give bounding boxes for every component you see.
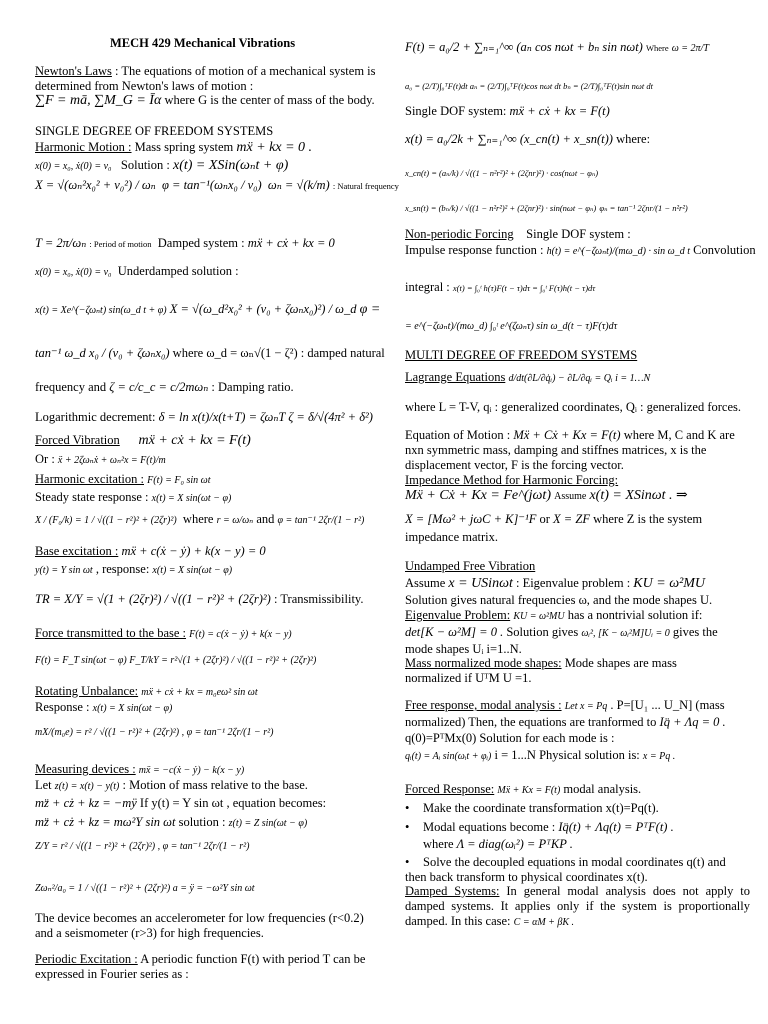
base-excitation-line [35, 544, 266, 559]
underdamped-solution-line [35, 302, 380, 318]
or-equation: ẍ + 2ζωₙẋ + ωₙ²x = F(t)/m [57, 455, 166, 466]
natural-frequency-equation: ωₙ = √(k/m) [267, 178, 330, 192]
eom-label: Equation of Motion : [405, 428, 511, 442]
base-excitation-equation: mẍ + c(ẋ − ẏ) + k(x − y) = 0 [121, 544, 266, 558]
lambda-line [423, 837, 573, 852]
or-label: Or : [35, 452, 55, 466]
ru-ratio-equation: mX/(m₀e) = r² / √((1 − r²)² + (2ζr)²) , φ = tan⁻¹ 2ζr/(1 − r²) [35, 727, 274, 738]
non-periodic-line [405, 227, 631, 242]
bullet-3-text: Solve the decoupled equations in modal coordinates q(t) and then back transform to physical coordinates x(t). [405, 855, 726, 884]
impedance-heading-text: Impedance Method for Harmonic Forcing: [405, 473, 619, 487]
mode-equation: ωᵢ², [K − ωᵢ²M]Uᵢ = 0 [581, 628, 670, 639]
determinant-line [405, 625, 718, 641]
mass-normalized-heading: Mass normalized mode shapes: [405, 656, 562, 670]
xsn-equation: x_sn(t) = (bₙ/k) / √((1 − n²r²)² + (2ζnr)²) · sin(nωt − φₙ) [405, 203, 597, 213]
bullet-1-text: Make the coordinate transformation x(t)=Pq(t). [423, 801, 659, 815]
z-ratio-equation: Z/Y = r² / √((1 − r²)² + (2ζr)²) , φ = tan⁻¹ 2ζr/(1 − r²) [35, 841, 250, 852]
eigenvalue-problem-heading: Eigenvalue Problem: [405, 608, 511, 622]
qi-text: i = 1...N Physical solution is: [494, 748, 640, 762]
mdof-heading-text: MULTI DEGREE OF FREEDOM SYSTEMS [405, 348, 638, 362]
ru-response-label: Response : [35, 700, 90, 714]
xcn-equation: x_cn(t) = (aₙ/k) / √((1 − n²r²)² + (2ζnr)²) · cos(nωt − φₙ) [405, 168, 599, 178]
tan-line [35, 346, 385, 361]
bullet-mark: • [405, 801, 410, 815]
forced-response-heading: Forced Response: [405, 782, 495, 796]
solution-label: Solution : [120, 158, 170, 172]
damping-ratio-label: : Damping ratio. [211, 380, 294, 394]
force-ratio-line [35, 652, 316, 668]
relative-motion-text: : Motion of mass relative to the base. [122, 778, 308, 792]
impedance-solution-equation: X = [Mω² + jωC + K]⁻¹F [405, 512, 537, 526]
determinant-equation: det[K − ω²M] = 0 . [405, 625, 504, 639]
convolution-integral-line [405, 280, 595, 296]
ru-response-equation: x(t) = X sin(ωt − φ) [92, 703, 173, 714]
fourier-series-equation: F(t) = a₀/2 + ∑ₙ₌₁^∞ (aₙ cos nωt + bₙ sin nωt) [405, 40, 643, 54]
convolution-integral-equation: x(t) = ∫₀ᵗ h(τ)F(t − τ)dτ = ∫₀ᵗ F(τ)h(t − τ)dτ [452, 283, 596, 293]
sdof-heading: SINGLE DEGREE OF FREEDOM SYSTEMS [35, 124, 274, 138]
eigenvalue-problem-label: : Eigenvalue problem : [515, 576, 631, 590]
mass-normalized-line [405, 656, 677, 671]
non-periodic-sdof-label: Single DOF system : [526, 227, 631, 241]
impedance-solution-line [405, 512, 702, 527]
solution-gives-text: Solution gives natural frequencies ω, and the mode shapes U. [405, 593, 713, 607]
harmonic-motion-equation: mẍ + kx = 0 . [236, 140, 313, 155]
base-response-equation: x(t) = X sin(ωt − φ) [152, 565, 233, 576]
document-title: MECH 429 Mechanical Vibrations [110, 36, 296, 50]
mdof-heading [405, 348, 637, 363]
let-label: Let [35, 778, 52, 792]
rotating-unbalance-line [35, 684, 258, 700]
equation-of-motion-text [405, 428, 750, 473]
initial-conditions-line [35, 158, 288, 174]
x-zf-equation: X = ZF [553, 512, 590, 526]
where-label: where [182, 512, 214, 526]
eigen-assume-equation: x = USinωt [448, 576, 513, 591]
amplitude-line [35, 178, 399, 194]
normalized-condition-text: normalized if UᵀM U =1. [405, 671, 532, 685]
integral-label: integral : [405, 280, 450, 294]
non-periodic-forcing-heading: Non-periodic Forcing [405, 227, 514, 241]
newton-equations [35, 93, 380, 108]
relative-solution-equation: z(t) = Z sin(ωt − φ) [228, 818, 308, 829]
newtons-laws-description: : The equations of motion of a mechanical system is determined from Newton's laws of motion : [35, 64, 376, 93]
period-equation: T = 2π/ωₙ [35, 236, 87, 250]
periodic-response-equation: x(t) = a₀/2k + ∑ₙ₌₁^∞ (x_cn(t) + x_sn(t)) [405, 132, 613, 146]
tan-equation: tan⁻¹ ω_d x₀ / (v₀ + ζωₙx₀) [35, 346, 170, 360]
newton-equation-note: where G is the center of mass of the body. [164, 93, 375, 107]
base-excitation-heading: Base excitation : [35, 544, 119, 558]
forced-response-equation: Mẍ + Kx = F(t) [497, 785, 561, 796]
natural-frequency-note: : Natural frequency [332, 181, 399, 191]
free-response-equation: Let x = Pq [564, 701, 608, 712]
period-line [35, 236, 335, 252]
impedance-equation: Mẍ + Cẋ + Kx = Fe^(jωt) [405, 488, 551, 503]
damped-natural-frequency-text: where ω_d = ωₙ√(1 − ζ²) : damped natural [172, 346, 385, 360]
impulse-response-line [405, 243, 756, 259]
duhamel-line [405, 318, 617, 334]
xcn-line [405, 165, 598, 181]
lagrange-definition: where L = T-V, qᵢ : generalized coordinates, Qᵢ : generalized forces. [405, 400, 742, 414]
modal-equation: Iq̈ + Λq = 0 . [659, 715, 726, 729]
where-label-3: where [423, 837, 454, 851]
steady-state-label: Steady state response : [35, 490, 149, 504]
convolution-label: Convolution [693, 243, 756, 257]
damped-systems-text [405, 884, 750, 930]
forced-vibration-equation: mẍ + cẋ + kx = F(t) [138, 433, 251, 448]
eom-description: where M, C and K are nxn symmetric mass, damping and stiffnes matrices, x is the displacement vector, F is the forcing vector. [405, 428, 735, 472]
accelerometer-equation: Zωₙ²/a₀ = 1 / √((1 − r²)² + (2ζr)²) a = ÿ = −ω²Y sin ωt [35, 883, 255, 894]
eigenvalue-line [405, 576, 705, 591]
harmonic-excitation-heading: Harmonic excitation : [35, 472, 144, 486]
steady-state-equation: x(t) = X sin(ωt − φ) [151, 493, 232, 504]
underdamped-line [35, 264, 239, 280]
gives-the-text: gives the [672, 625, 718, 639]
underdamped-phi: φ = [359, 302, 381, 317]
eom-equation: Mẍ + Cẋ + Kx = F(t) [513, 428, 621, 442]
lambda-equation: Λ = diag(ωᵢ²) = PᵀKP . [456, 837, 573, 851]
period-note: : Period of motion [89, 239, 152, 249]
bullet-mark: • [405, 855, 410, 869]
where-label-2: where: [616, 132, 651, 146]
z-ratio-line [35, 838, 249, 854]
periodic-excitation-description: A periodic function F(t) with period T can be expressed in Fourier series as : [35, 952, 366, 981]
relative-eom: mz̈ + cż + kz = −mÿ [35, 796, 137, 810]
free-response-heading: Free response, modal analysis : [405, 698, 562, 712]
rotating-unbalance-heading: Rotating Unbalance: [35, 684, 139, 698]
damped-systems-heading: Damped Systems: [405, 884, 500, 898]
relative-motion-equation: z(t) = x(t) − y(t) [54, 781, 120, 792]
amplitude-ratio-line [35, 512, 364, 528]
amplitude-equation: X = √(ωₙ²x₀² + v₀²) / ωₙ [35, 178, 156, 192]
measuring-devices-equation: mẍ = −c(ẋ − ẏ) − k(x − y) [138, 765, 245, 776]
phin-equation: φₙ = tan⁻¹ 2ζnr/(1 − n²r²) [599, 203, 688, 213]
transmissibility-line [35, 592, 363, 607]
forced-response-text: modal analysis. [563, 782, 642, 796]
relative-motion-line [35, 778, 308, 794]
impedance-eq-line [405, 488, 688, 504]
relative-eom-2: mz̈ + cż + kz = mω²Y sin ωt [35, 815, 176, 829]
harmonic-motion-line [35, 140, 312, 155]
impedance-matrix-text: impedance matrix. [405, 530, 499, 544]
frequency-and-text: frequency and [35, 380, 107, 394]
eigenvalue-problem-text: has a nontrivial solution if: [567, 608, 703, 622]
modal-forced-equation: Iq̈(t) + Λq(t) = PᵀF(t) . [558, 820, 674, 834]
base-input-equation: y(t) = Y sin ωt [35, 565, 93, 576]
phase-equation: φ = tan⁻¹(ωₙx₀ / v₀) [161, 178, 262, 192]
fourier-coefficients: a₀ = (2/T)∫₀ᵀF(t)dt aₙ = (2/T)∫₀ᵀF(t)cos nωt dt bₙ = (2/T)∫₀ᵀF(t)sin nωt dt [405, 81, 653, 91]
rotating-unbalance-equation: mẍ + cẋ + kx = m₀eω² sin ωt [141, 687, 258, 698]
underdamped-x-equation: x(t) = Xe^(−ζωₙt) sin(ω_d t + φ) [35, 305, 167, 316]
proportional-damping-equation: C = αM + βK . [513, 917, 575, 928]
forced-vibration-line [35, 433, 251, 448]
equation-becomes-text: If y(t) = Y sin ωt , equation becomes: [139, 796, 327, 810]
impedance-where-text: where Z is the system [593, 512, 703, 526]
bullet-3 [405, 855, 750, 885]
free-response-text-2: normalized) Then, the equations are tranformed to [405, 715, 657, 729]
damped-system-equation: mẍ + cẋ + kx = 0 [247, 236, 335, 250]
ru-ratio-line [35, 724, 273, 740]
lagrange-equation: d/dt(∂L/∂q̇ᵢ) − ∂L/∂qᵢ = Qᵢ i = 1…N [508, 373, 651, 384]
qi-line [405, 748, 675, 764]
undamped-free-heading [405, 559, 535, 574]
steady-state-line [35, 490, 231, 506]
newton-equation: ∑F = mā, ∑M_G = Īα [35, 93, 162, 108]
impedance-assume-equation: x(t) = XSinωt . ⇒ [589, 488, 688, 503]
equation-becomes-line [35, 796, 326, 811]
force-transmitted-equation: F(t) = c(ẋ − ẏ) + k(x − y) [189, 629, 292, 640]
response-label: , response: [95, 562, 150, 576]
solution-z-line [35, 815, 307, 831]
newtons-laws-heading: Newton's Laws [35, 64, 112, 78]
underdamped-amplitude-equation: X = √(ω_d²x₀² + (v₀ + ζωₙx₀)²) / ω_d [169, 302, 357, 316]
log-decrement-line [35, 410, 373, 425]
eigenvalue-problem-line [405, 608, 702, 624]
harmonic-excitation-line [35, 472, 211, 488]
omega-equation: ω = 2π/T [671, 43, 709, 54]
ru-response-line [35, 700, 172, 716]
solution-gives-2: Solution gives [506, 625, 579, 639]
mass-normalized-text: Mode shapes are mass [564, 656, 677, 670]
assume-label: Assume [554, 491, 587, 502]
impulse-response-equation: h(t) = e^(−ζωₙt)/(mω_d) · sin ω_d t [546, 246, 690, 257]
eigenvalue-problem-equation: KU = ω²MU [513, 611, 565, 622]
newtons-laws-text [35, 64, 380, 94]
free-response-text: . P=[U₁ ... U_N] (mass [610, 698, 725, 712]
initial-conditions: x(0) = x₀, ẋ(0) = v₀ [35, 161, 112, 172]
force-transmitted-heading: Force transmitted to the base : [35, 626, 187, 640]
fourier-series-line [405, 40, 709, 56]
solution-label-2: solution : [178, 815, 226, 829]
qi-equation: qᵢ(t) = Aᵢ sin(ωᵢt + φᵢ) [405, 751, 492, 762]
lagrange-line [405, 370, 650, 386]
force-ratio-equation: F(t) = F_T sin(ωt − φ) F_T/kY = r²√(1 + (2ζr)²) / √((1 − r²)² + (2ζr)²) [35, 655, 317, 666]
base-response-line [35, 562, 232, 578]
single-dof-label: Single DOF system: [405, 104, 507, 118]
initial-conditions-2: x(0) = x₀, ẋ(0) = v₀ [35, 267, 112, 278]
bullet-mark: • [405, 820, 410, 834]
device-note: The device becomes an accelerometer for low frequencies (r<0.2) and a seismometer (r>3) for high frequencies. [35, 911, 364, 940]
fourier-coefficients-line [405, 78, 653, 94]
bullet-2-text: Modal equations become : [423, 820, 556, 834]
measuring-devices-heading: Measuring devices : [35, 762, 136, 776]
measuring-devices-line [35, 762, 244, 778]
amplitude-ratio-equation: X / (F₀/k) = 1 / √((1 − r²)² + (2ζr)²) [35, 515, 177, 526]
harmonic-excitation-equation: F(t) = F₀ sin ωt [147, 475, 211, 486]
xsn-line [405, 200, 688, 216]
or-line [35, 452, 166, 468]
modal-equation-line [405, 715, 726, 730]
mode-shapes-text: mode shapes Uᵢ i=1..N. [405, 642, 522, 656]
bullet-2 [405, 820, 674, 835]
undamped-free-vibration-heading: Undamped Free Vibration [405, 559, 536, 573]
underdamped-label: Underdamped solution : [117, 264, 239, 278]
phase-angle-equation: φ = tan⁻¹ 2ζr/(1 − r²) [277, 515, 365, 526]
log-decrement-label: Logarithmic decrement: [35, 410, 156, 424]
zeta-equation: ζ = c/c_c = c/2mωₙ [109, 380, 209, 394]
q0-line: q(0)=PᵀMx(0) Solution for each mode is : [405, 731, 615, 745]
single-dof-equation: mẍ + cẋ + kx = F(t) [509, 104, 610, 118]
and-label: and [256, 512, 275, 526]
harmonic-motion-heading: Harmonic Motion : [35, 140, 132, 154]
impedance-heading [405, 473, 618, 488]
lagrange-heading: Lagrange Equations [405, 370, 506, 384]
periodic-response-line [405, 132, 650, 147]
assume-label-2: Assume [405, 576, 446, 590]
duhamel-integral-equation: = e^(−ζωₙt)/(mω_d) ∫₀ᵗ e^(ζωₙτ) sin ω_d(t − τ)F(τ)dτ [405, 321, 618, 332]
single-dof-line [405, 104, 610, 119]
transmissibility-equation: TR = X/Y = √(1 + (2ζr)²) / √((1 − r²)² + (2ζr)²) [35, 592, 271, 606]
accel-ratio-line [35, 880, 255, 896]
bullet-1 [405, 801, 659, 816]
impulse-response-label: Impulse response function : [405, 243, 544, 257]
where-label-right: Where [645, 43, 669, 53]
physical-solution-equation: x = Pq . [642, 751, 676, 762]
solution-equation: x(t) = XSin(ωₙt + φ) [173, 158, 289, 173]
periodic-excitation-heading: Periodic Excitation : [35, 952, 138, 966]
harmonic-motion-text: Mass spring system [134, 140, 234, 154]
periodic-excitation-text [35, 952, 380, 982]
transmissibility-label: : Transmissibility. [273, 592, 364, 606]
or-label-right: or [539, 512, 550, 526]
forced-response-line [405, 782, 641, 798]
log-decrement-equation: δ = ln x(t)/x(t+T) = ζωₙT ζ = δ/√(4π² + δ²) [158, 410, 373, 424]
frequency-line [35, 380, 294, 395]
damped-systems-description: In general modal analysis does not apply to damped systems. It applies only if the system is proportionally damped. In this case: [405, 884, 750, 928]
damped-system-label: Damped system : [157, 236, 245, 250]
frequency-ratio-equation: r = ω/ωₙ [216, 515, 254, 526]
eigenvalue-equation: KU = ω²MU [633, 576, 706, 591]
free-response-line [405, 698, 725, 714]
force-transmitted-line [35, 626, 292, 642]
forced-vibration-heading: Forced Vibration [35, 433, 120, 447]
